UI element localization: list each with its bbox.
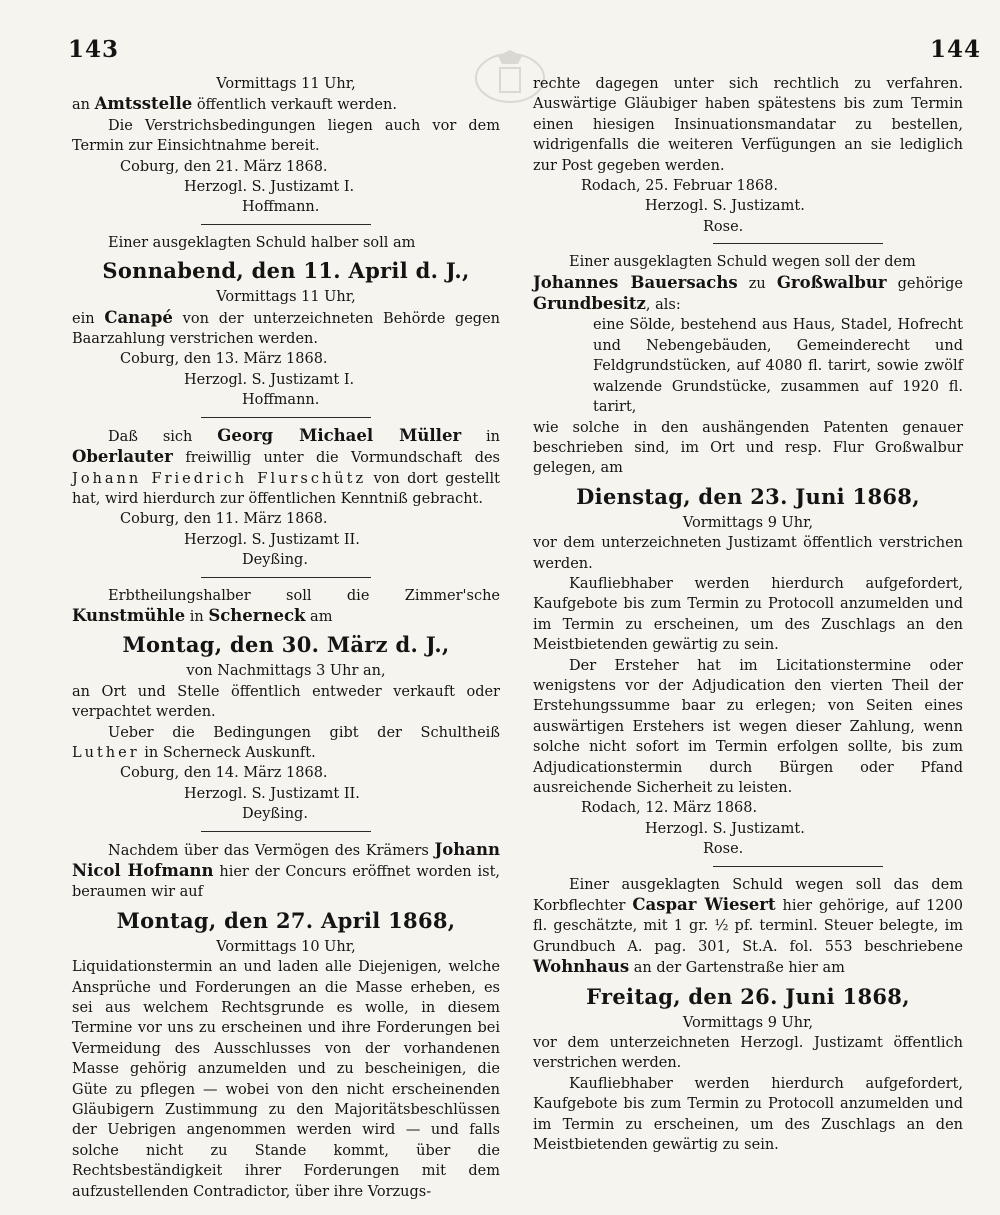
notice-text: Liquidationstermin an und laden alle Diejenigen, welche Ansprüche und Forderungen an die Masse erheben, es sei aus welchem Rechtsgrunde es wolle, in diesem Termine vor uns zu erscheinen und ihre Forderungen bei Vermeidung des Ausschlusses von der vorhandenen Masse gehörig anzumelden und zu bescheinigen, die Güte zu pflegen — wobei von den nicht erscheinenden Gläubigern Zustimmung zu den Majoritätsbeschlüssen der Uebrigen angenommen werden wird — und falls solche nicht zu Stande kommt, über die Rechtsbeständigkeit ihrer Forderungen mit dem aufzustellenden Contradictor, über ihre Vorzugs- (72, 959, 500, 1200)
notice-date: Coburg, den 14. März 1868. (120, 765, 328, 782)
notice-heading: Montag, den 30. März d. J., (122, 632, 450, 658)
divider (713, 243, 883, 244)
notice-text: gehörige (897, 275, 964, 292)
left-column (72, 74, 501, 1200)
notice-text: in (486, 428, 501, 445)
notice-items: eine Sölde, bestehend aus Haus, Stadel, Hofrecht und Nebengebäuden, Gemeinderecht und Feldgrundstücken, auf 4080 fl. tarirt, sowie zwölf walzende Grundstücke, zusammen auf 1920 fl. tarirt, (593, 317, 963, 416)
notice-bold-name: Johannes Bauersachs (533, 272, 738, 292)
notice-concurs (72, 840, 500, 1203)
notice-time: von Nachmittags 3 Uhr an, (186, 663, 386, 680)
notice-text: Ueber die Bedingungen gibt der Schultheiß (108, 724, 500, 741)
notice-heading: Montag, den 27. April 1868, (116, 907, 456, 933)
notice-date: Coburg, den 13. März 1868. (120, 351, 328, 368)
notice-signature: Rose. (703, 218, 744, 235)
notice-spaced-name: Luther (72, 744, 140, 761)
notice-bold-item: Canapé (104, 307, 173, 327)
notice-bold-name: Caspar Wiesert (632, 895, 776, 915)
notice-time: Vormittags 9 Uhr, (682, 514, 814, 531)
notice-bold-item: Wohnhaus (533, 957, 630, 977)
notice-bold-item: Kunstmühle (72, 605, 186, 625)
notice-time: Vormittags 11 Uhr, (216, 76, 356, 92)
notice-text: von der unterzeichneten Behörde gegen Baarzahlung verstrichen werden. (72, 310, 501, 348)
notice-text: Der Ersteher hat im Licitationstermine oder wenigstens vor der Adjudication den vierten Theil der Erstehungssumme baar zu erlegen; von Seiten eines auswärtigen Erstehers ist wegen dieser Zahlung, wenn solche nicht sofort im Termin erfolgen sollte, bis zum Adjudicationstermin durch Bürgen oder Pfand ausreichende Sicherheit zu leisten. (533, 657, 963, 796)
notice-text: von dort gestellt hat, wird hierdurch zur öffentlichen Kenntniß gebracht. (72, 470, 501, 507)
notice-signature: Deyßing. (242, 552, 308, 569)
notice-bold-place: Großwalbur (776, 272, 887, 292)
notice-office: Herzogl. S. Justizamt. (645, 820, 805, 837)
notice-office: Herzogl. S. Justizamt I. (184, 179, 355, 196)
notice-date: Rodach, 25. Februar 1868. (581, 178, 779, 195)
notice-text: Kaufliebhaber werden hierdurch aufgefordert, Kaufgebote bis zum Termin zu Protocoll anzumelden und im Termin zu erscheinen, um des Zuschlags an den Meistbietenden gewärtig zu sein. (533, 1075, 963, 1154)
divider (713, 866, 883, 867)
notice-wohnhaus (533, 875, 963, 1156)
notice-bold-place: Oberlauter (72, 447, 173, 467)
notice-text: zu (748, 275, 766, 292)
notice-bold-place: Scherneck (208, 605, 306, 625)
notice-bold-location: Amtsstelle (94, 94, 193, 114)
notice-amtsstelle (72, 74, 500, 225)
notice-text: an Ort und Stelle öffentlich entweder verkauft oder verpachtet werden. (72, 683, 500, 721)
notice-bold-item: Grundbesitz (533, 294, 646, 314)
notice-text: in Scherneck Auskunft. (144, 744, 316, 761)
notice-canape (72, 233, 500, 418)
notice-grundbesitz (533, 252, 963, 866)
notice-text: hier der Concurs eröffnet worden ist, beraumen wir auf (72, 864, 501, 901)
notice-date: Coburg, den 21. März 1868. (120, 158, 328, 175)
notice-office: Herzogl. S. Justizamt. (645, 198, 805, 215)
notice-heading: Freitag, den 26. Juni 1868, (586, 983, 910, 1009)
divider (201, 224, 371, 225)
notice-heading: Sonnabend, den 11. April d. J., (102, 258, 470, 284)
notice-text: rechte dagegen unter sich rechtlich zu verfahren. Auswärtige Gläubiger haben spätestens bis zum Termin einen hiesigen Insinuationsmandatar zu bestellen, widrigenfalls die weiteren Verfügungen an sie lediglich zur Post gegeben werden. (533, 76, 963, 174)
notice-signature: Rose. (703, 841, 744, 858)
notice-text: an der Gartenstraße hier am (633, 960, 845, 977)
notice-text: ein (72, 310, 95, 327)
notice-date: Rodach, 12. März 1868. (581, 800, 758, 817)
notice-concurs-continued (533, 74, 963, 244)
right-column (533, 74, 964, 1154)
notice-office: Herzogl. S. Justizamt II. (184, 531, 360, 548)
notice-text: , als: (645, 297, 681, 314)
notice-text: vor dem unterzeichneten Herzogl. Justizamt öffentlich verstrichen werden. (533, 1035, 963, 1072)
notice-vormundschaft (72, 426, 500, 578)
notice-intro: Einer ausgeklagten Schuld halber soll am (108, 234, 416, 251)
notice-office: Herzogl. S. Justizamt II. (184, 785, 360, 802)
notice-time: Vormittags 9 Uhr, (682, 1014, 814, 1031)
notice-bold-name: Georg Michael Müller (217, 425, 462, 445)
notice-intro: Einer ausgeklagten Schuld wegen soll der dem (569, 254, 916, 271)
notice-date: Coburg, den 11. März 1868. (120, 511, 328, 528)
notice-text: Daß sich (108, 428, 193, 445)
page-number-left: 143 (68, 36, 120, 63)
notice-kunstmuehle (72, 586, 500, 832)
notice-bold-name: Johann Nicol Hofmann (72, 839, 500, 880)
notice-text: in (189, 608, 204, 625)
notice-office: Herzogl. S. Justizamt I. (184, 371, 355, 388)
divider (201, 831, 371, 832)
divider (201, 577, 371, 578)
notice-signature: Hoffmann. (242, 392, 320, 409)
notice-text: am (310, 608, 333, 625)
notice-spaced-name: Johann Friedrich Flurschütz (72, 470, 367, 487)
notice-text: Nachdem über das Vermögen des Krämers (108, 842, 429, 859)
notice-signature: Deyßing. (242, 806, 308, 823)
page-number-right: 144 (930, 36, 982, 63)
notice-text: öffentlich verkauft werden. (196, 97, 397, 114)
notice-text: an (72, 97, 90, 114)
notice-time: Vormittags 10 Uhr, (216, 938, 356, 955)
notice-time: Vormittags 11 Uhr, (216, 289, 356, 306)
notice-text: vor dem unterzeichneten Justizamt öffentlich verstrichen werden. (533, 535, 963, 572)
notice-signature: Hoffmann. (242, 199, 320, 216)
notice-text: Kaufliebhaber werden hierdurch aufgefordert, Kaufgebote bis zum Termin zu Protocoll anzumelden und im Termin zu erscheinen, um des Zuschlags an den Meistbietenden gewärtig zu sein. (533, 575, 963, 654)
notice-text: Erbtheilungshalber soll die Zimmer'sche (108, 587, 500, 604)
divider (201, 417, 371, 418)
notice-text: Einer ausgeklagten Schuld wegen soll das dem Korbflechter (533, 876, 963, 915)
notice-text: freiwillig unter die Vormundschaft des (185, 450, 500, 467)
notice-text: Die Verstrichsbedingungen liegen auch vor dem Termin zur Einsichtnahme bereit. (72, 117, 500, 155)
notice-text: hier gehörige, auf 1200 fl. geschätzte, mit 1 gr. ½ pf. terminl. Steuer belegte, im Grundbuch A. pag. 301, St.A. fol. 553 beschriebene (533, 898, 964, 955)
notice-text: wie solche in den aushängenden Patenten genauer beschrieben sind, im Ort und resp. Flur Großwalbur gelegen, am (533, 419, 963, 477)
notice-heading: Dienstag, den 23. Juni 1868, (576, 483, 920, 509)
